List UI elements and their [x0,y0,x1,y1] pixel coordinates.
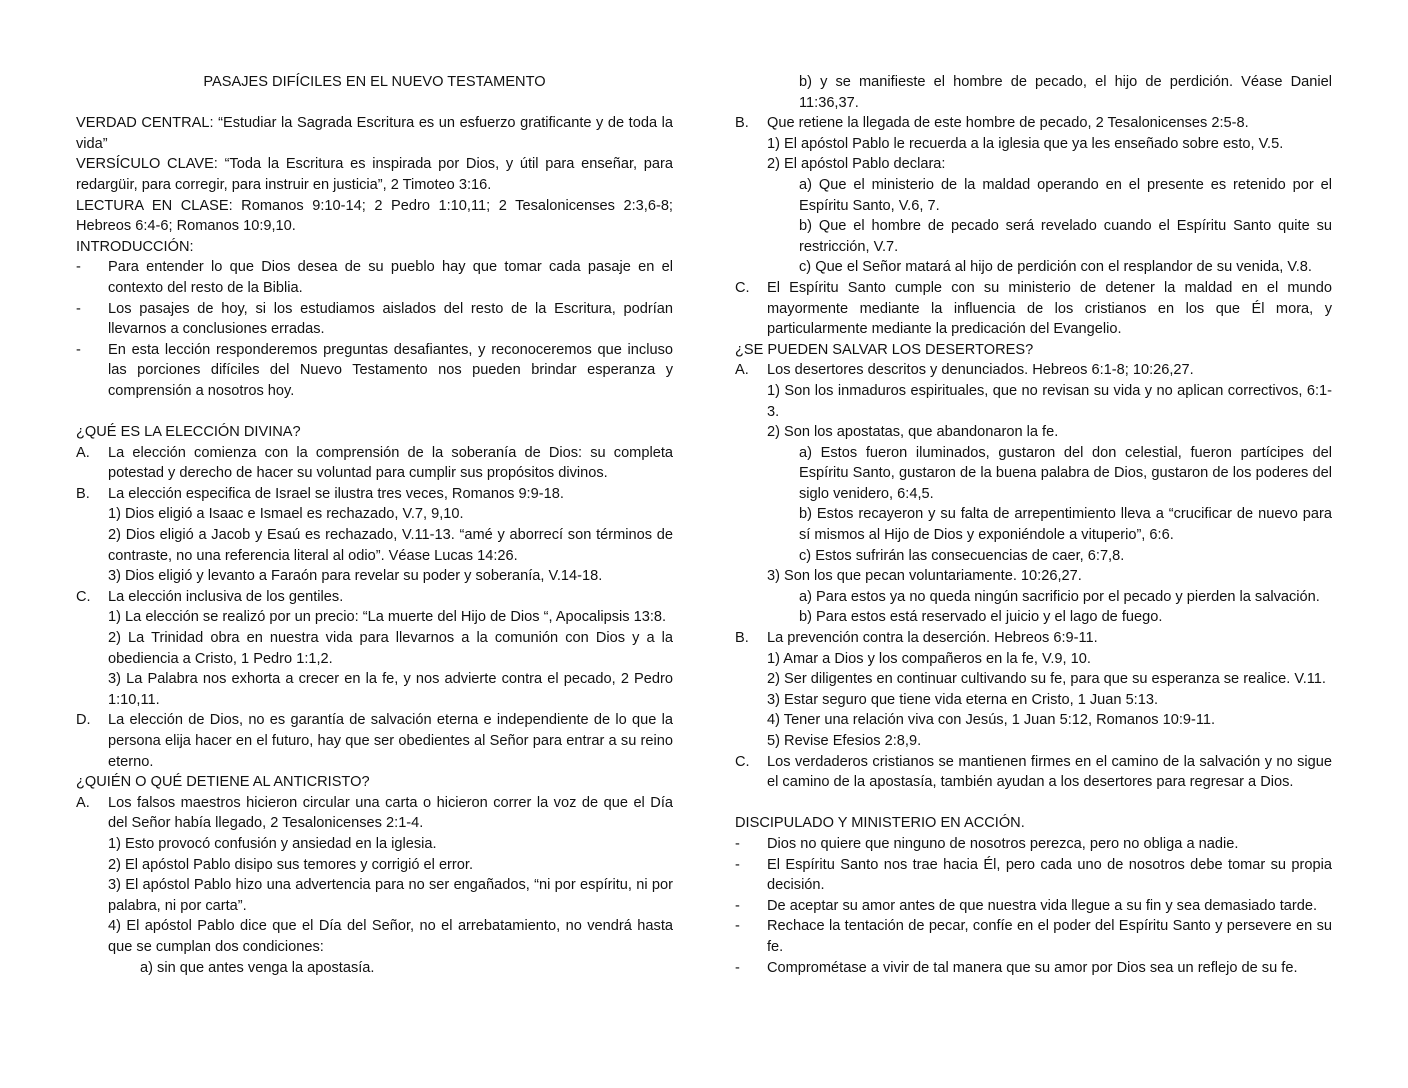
sub-point: 4) El apóstol Pablo dice que el Día del Señor, no el arrebatamiento, no vendrá hasta que se cumplan dos condiciones: [108,918,673,955]
point-c: C. El Espíritu Santo cumple con su ministerio de detener la maldad en el mundo mayormente mediante la influencia de los cristianos en los que Él mora, y particularmente mediante la predicación del Evangelio. [735,279,1332,338]
sub-point: 2) Son los apostatas, que abandonaron la fe. [767,424,1059,441]
section-heading-election: ¿QUÉ ES LA ELECCIÓN DIVINA? [76,424,301,441]
action-item: - El Espíritu Santo nos trae hacia Él, pero cada uno de nosotros debe tomar su propia decisión. [735,856,1332,894]
sub-sub-point: a) Que el ministerio de la maldad operando en el presente es retenido por el Espíritu Santo, V.6, 7. [799,176,1332,214]
sub-point: 3) La Palabra nos exhorta a crecer en la fe, y nos advierte contra el pecado, 2 Pedro 1:10,11. [108,671,673,708]
point-d: D. La elección de Dios, no es garantía de salvación eterna e independiente de lo que la persona elija hacer en el futuro, hay que ser obedientes al Señor para entrar a su reino eterno. [76,712,673,770]
point-b: B. La elección especifica de Israel se ilustra tres veces, Romanos 9:9-18. [76,485,564,502]
sub-point: 4) Tener una relación viva con Jesús, 1 Juan 5:12, Romanos 10:9-11. [767,712,1216,729]
sub-point: 2) Dios eligió a Jacob y Esaú es rechazado, V.11-13. “amé y aborrecí son términos de contraste, no una referencia literal al odio”. Véase Lucas 14:26. [108,527,673,564]
sub-point: 1) Esto provocó confusión y ansiedad en la iglesia. [108,835,437,852]
point-b: B. La prevención contra la deserción. Hebreos 6:9-11. [735,630,1098,647]
point-b: B. Que retiene la llegada de este hombre de pecado, 2 Tesalonicenses 2:5-8. [735,115,1249,132]
sub-point: 5) Revise Efesios 2:8,9. [767,733,922,749]
left-column [76,72,673,978]
intro-item: - Los pasajes de hoy, si los estudiamos aislados del resto de la Escritura, podrían llevarnos a conclusiones erradas. [76,300,673,338]
point-a: A. La elección comienza con la comprensión de la soberanía de Dios: su completa potestad y derecho de hacer su voluntad para cumplir sus propósitos divinos. [76,444,673,482]
action-item: - Dios no quiere que ninguno de nosotros perezca, pero no obliga a nadie. [735,835,1239,852]
sub-sub-point: b) Para estos está reservado el juicio y el lago de fuego. [799,609,1163,626]
action-item: - De aceptar su amor antes de que nuestra vida llegue a su fin y sea demasiado tarde. [735,897,1318,914]
sub-point: 3) Estar seguro que tiene vida eterna en Cristo, 1 Juan 5:13. [767,691,1159,708]
action-item: - Comprométase a vivir de tal manera que su amor por Dios sea un reflejo de su fe. [735,959,1298,976]
section-heading-antichrist: ¿QUIÉN O QUÉ DETIENE AL ANTICRISTO? [76,774,370,791]
section-heading-deserters: ¿SE PUEDEN SALVAR LOS DESERTORES? [735,341,1034,358]
sub-point: 2) Ser diligentes en continuar cultivando su fe, para que su esperanza se realice. V.11. [767,671,1326,688]
class-reading: LECTURA EN CLASE: Romanos 9:10-14; 2 Pedro 1:10,11; 2 Tesalonicenses 2:3,6-8; Hebreos 6:4-6; Romanos 10:9,10. [76,197,673,235]
sub-point: 1) Dios eligió a Isaac e Ismael es rechazado, V.7, 9,10. [108,506,464,523]
sub-sub-point: a) sin que antes venga la apostasía. [140,959,375,976]
point-a: A. Los desertores descritos y denunciados. Hebreos 6:1-8; 10:26,27. [735,362,1194,379]
sub-sub-point: a) Estos fueron iluminados, gustaron del don celestial, fueron partícipes del Espíritu Santo, gustaron de la buena palabra de Dios, gustaron de los poderes del siglo venidero, 6:4,5. [799,444,1332,502]
sub-point: 3) Son los que pecan voluntariamente. 10:26,27. [767,568,1082,585]
intro-heading: INTRODUCCIÓN: [76,238,194,255]
key-verse: VERSÍCULO CLAVE: “Toda la Escritura es inspirada por Dios, y útil para enseñar, para redargüir, para corregir, para instruir en justicia”, 2 Timoteo 3:16. [76,156,673,193]
sub-sub-point: b) Estos recayeron y su falta de arrepentimiento lleva a “crucificar de nuevo para sí mismos al Hijo de Dios y exponiéndole a vituperio”, 6:6. [799,506,1332,544]
sub-sub-point: a) Para estos ya no queda ningún sacrificio por el pecado y pierden la salvación. [799,588,1320,605]
sub-sub-point: b) y se manifieste el hombre de pecado, el hijo de perdición. Véase Daniel 11:36,37. [799,74,1332,111]
sub-point: 2) La Trinidad obra en nuestra vida para llevarnos a la comunión con Dios y a la obediencia a Cristo, 1 Pedro 1:1,2. [108,630,673,667]
intro-item: - En esta lección responderemos preguntas desafiantes, y reconoceremos que incluso las porciones difíciles del Nuevo Testamento nos pueden brindar esperanza y comprensión a nosotros hoy. [76,341,673,399]
sub-point: 2) El apóstol Pablo declara: [767,156,946,173]
sub-point: 1) Amar a Dios y los compañeros en la fe, V.9, 10. [767,650,1091,667]
point-c: C. Los verdaderos cristianos se mantienen firmes en el camino de la salvación y no sigue el camino de la apostasía, también ayudan a los desertores para regresar a Dios. [735,753,1332,791]
point-c: C. La elección inclusiva de los gentiles. [76,588,344,605]
sub-point: 3) El apóstol Pablo hizo una advertencia para no ser engañados, “ni por espíritu, ni por palabra, ni por carta”. [108,877,673,914]
central-truth: VERDAD CENTRAL: “Estudiar la Sagrada Escritura es un esfuerzo gratificante y de toda la vida” [76,115,673,152]
sub-point: 1) Son los inmaduros espirituales, que no revisan su vida y no aplican correctivos, 6:1-3. [767,382,1332,420]
intro-item: - Para entender lo que Dios desea de su pueblo hay que tomar cada pasaje en el contexto del resto de la Biblia. [76,259,673,296]
sub-point: 1) La elección se realizó por un precio: “La muerte del Hijo de Dios “, Apocalipsis 13:8. [108,609,667,626]
sub-point: 1) El apóstol Pablo le recuerda a la iglesia que ya les enseñado sobre esto, V.5. [767,135,1284,152]
section-heading-discipleship: DISCIPULADO Y MINISTERIO EN ACCIÓN. [735,815,1025,832]
sub-sub-point: c) Que el Señor matará al hijo de perdición con el resplandor de su venida, V.8. [799,259,1312,276]
document-title: PASAJES DIFÍCILES EN EL NUEVO TESTAMENTO [203,74,546,90]
sub-sub-point: b) Que el hombre de pecado será revelado cuando el Espíritu Santo quite su restricción, V.7. [799,218,1332,255]
action-item: - Rechace la tentación de pecar, confíe en el poder del Espíritu Santo y persevere en su fe. [735,918,1332,955]
sub-point: 2) El apóstol Pablo disipo sus temores y corrigió el error. [108,856,474,873]
sub-point: 3) Dios eligió y levanto a Faraón para revelar su poder y soberanía, V.14-18. [108,568,603,585]
point-a: A. Los falsos maestros hicieron circular una carta o hicieron correr la voz de que el Día del Señor había llegado, 2 Tesalonicenses 2:1-4. [76,794,673,832]
sub-sub-point: c) Estos sufrirán las consecuencias de caer, 6:7,8. [799,547,1125,564]
right-column [735,72,1332,978]
